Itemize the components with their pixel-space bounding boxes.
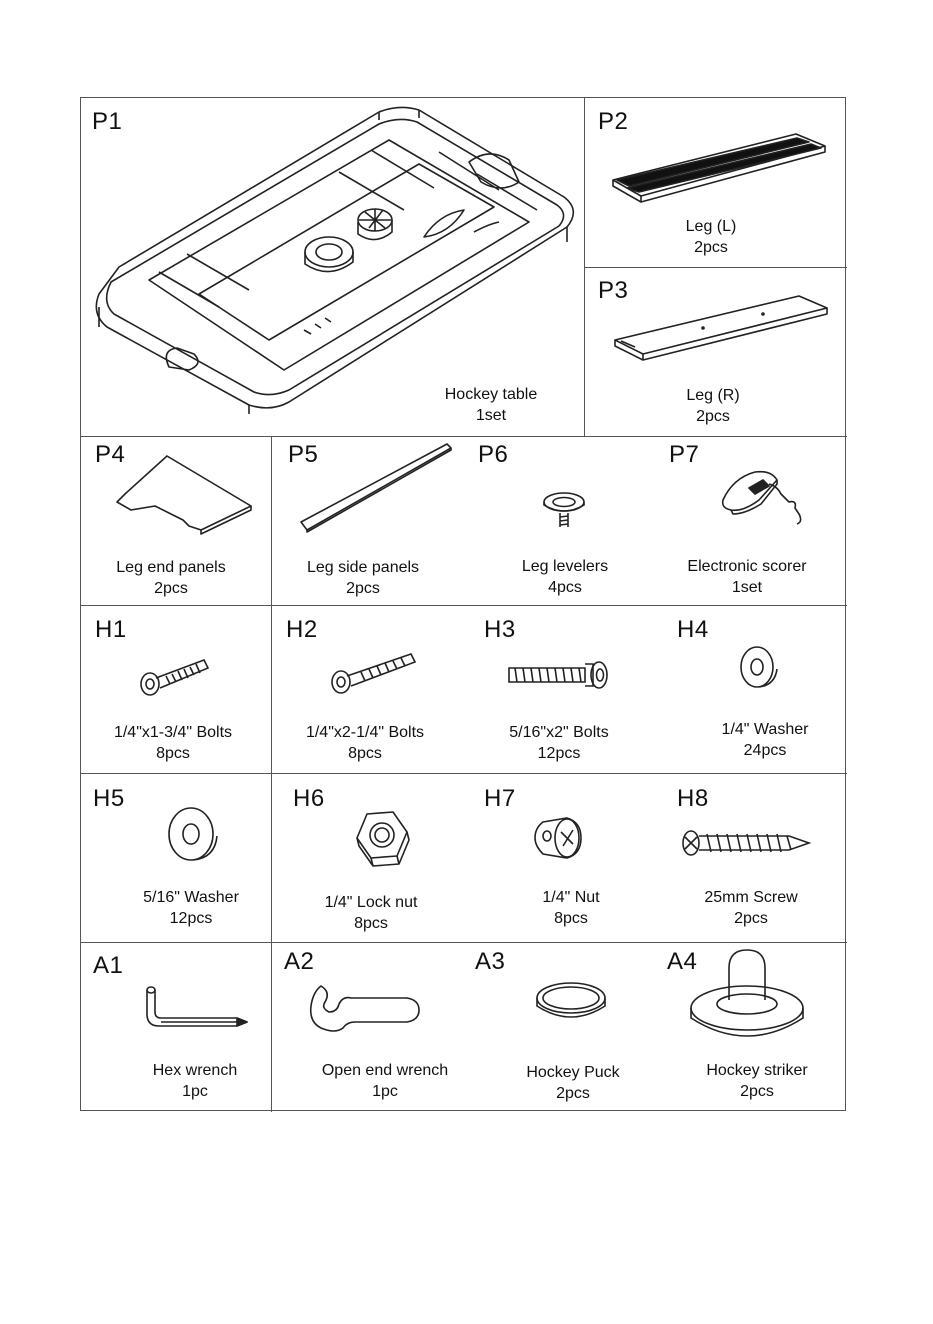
hardware-name: 5/16"x2" Bolts — [509, 724, 609, 741]
hardware-caption-h1 — [93, 722, 253, 764]
accessory-code-a1: A1 — [93, 952, 124, 979]
hardware-qty: 8pcs — [354, 915, 388, 932]
accessory-caption-a3 — [493, 1062, 653, 1104]
part-qty: 1set — [475, 407, 507, 424]
part-name: Leg (L) — [685, 218, 737, 235]
divider — [584, 267, 847, 268]
hardware-caption-h2 — [285, 722, 445, 764]
part-code-p3: P3 — [598, 277, 629, 304]
parts-list-sheet — [80, 97, 846, 1111]
hardware-code-h5: H5 — [93, 785, 125, 812]
accessory-name: Hockey striker — [706, 1062, 808, 1079]
hex-wrench-illustration — [141, 984, 253, 1034]
part-qty: 2pcs — [154, 580, 188, 597]
leg-right-illustration — [613, 294, 833, 364]
hardware-qty: 12pcs — [169, 910, 213, 927]
part-name: Leg end panels — [116, 559, 226, 576]
hardware-caption-h3 — [479, 722, 639, 764]
hockey-puck-illustration — [533, 980, 609, 1026]
hardware-qty: 2pcs — [734, 910, 768, 927]
screw-illustration — [679, 826, 815, 860]
hardware-code-h1: H1 — [95, 616, 127, 643]
lock-nut-illustration — [351, 810, 413, 870]
hardware-name: 1/4" Washer — [721, 721, 809, 738]
accessory-name: Hex wrench — [152, 1062, 238, 1079]
hardware-caption-h6 — [291, 892, 451, 934]
part-code-p2: P2 — [598, 108, 629, 135]
accessory-qty: 1pc — [182, 1083, 208, 1100]
hardware-name: 5/16" Washer — [143, 889, 239, 906]
bolt-5-16-illustration — [505, 654, 615, 696]
accessory-caption-a1 — [115, 1060, 275, 1102]
washer-1-4-illustration — [737, 643, 781, 693]
part-code-p1: P1 — [92, 108, 123, 135]
bolt-1-3-4-illustration — [136, 656, 210, 698]
accessory-code-a3: A3 — [475, 948, 506, 975]
hardware-caption-h7 — [491, 887, 651, 929]
accessory-caption-a4 — [677, 1060, 837, 1102]
washer-5-16-illustration — [165, 804, 221, 866]
hockey-table-illustration — [89, 102, 579, 412]
part-qty: 4pcs — [548, 579, 582, 596]
divider — [271, 436, 272, 1112]
hardware-caption-h4 — [685, 719, 845, 761]
hardware-name: 1/4" Lock nut — [324, 894, 418, 911]
part-caption-p7 — [667, 556, 827, 598]
hardware-qty: 8pcs — [348, 745, 382, 762]
hardware-code-h6: H6 — [293, 785, 325, 812]
divider — [81, 773, 847, 774]
part-name: Hockey table — [444, 386, 538, 403]
hardware-name: 1/4"x1-3/4" Bolts — [113, 724, 233, 741]
part-code-p6: P6 — [478, 441, 509, 468]
part-name: Leg side panels — [306, 559, 420, 576]
accessory-qty: 2pcs — [740, 1083, 774, 1100]
open-end-wrench-illustration — [307, 982, 423, 1034]
part-name: Leg levelers — [521, 558, 609, 575]
part-name: Leg (R) — [686, 387, 740, 404]
hardware-code-h3: H3 — [484, 616, 516, 643]
leg-end-panel-illustration — [113, 454, 257, 534]
part-caption-p6 — [485, 556, 645, 598]
divider — [81, 942, 847, 943]
hardware-name: 1/4"x2-1/4" Bolts — [305, 724, 425, 741]
nut-illustration — [533, 816, 587, 860]
divider — [81, 436, 847, 437]
electronic-scorer-illustration — [719, 470, 805, 528]
part-caption-p3 — [643, 385, 783, 427]
hockey-striker-illustration — [687, 946, 809, 1046]
hardware-qty: 12pcs — [537, 745, 581, 762]
accessory-qty: 2pcs — [556, 1085, 590, 1102]
leg-left-illustration — [611, 130, 831, 210]
accessory-code-a2: A2 — [284, 948, 315, 975]
hardware-qty: 8pcs — [156, 745, 190, 762]
accessory-name: Open end wrench — [321, 1062, 449, 1079]
accessory-qty: 1pc — [372, 1083, 398, 1100]
part-code-p5: P5 — [288, 441, 319, 468]
part-caption-p4 — [91, 557, 251, 599]
hardware-name: 1/4" Nut — [542, 889, 600, 906]
hardware-caption-h5 — [111, 887, 271, 929]
divider — [81, 605, 847, 606]
bolt-2-1-4-illustration — [327, 650, 417, 698]
hardware-code-h8: H8 — [677, 785, 709, 812]
part-qty: 1set — [731, 579, 763, 596]
part-code-p7: P7 — [669, 441, 700, 468]
hardware-name: 25mm Screw — [704, 889, 798, 906]
hardware-code-h4: H4 — [677, 616, 709, 643]
hardware-code-h2: H2 — [286, 616, 318, 643]
part-qty: 2pcs — [694, 239, 728, 256]
accessory-name: Hockey Puck — [526, 1064, 620, 1081]
leg-side-panel-illustration — [299, 442, 455, 534]
part-caption-p5 — [283, 557, 443, 599]
part-code-p4: P4 — [95, 441, 126, 468]
hardware-qty: 8pcs — [554, 910, 588, 927]
accessory-caption-a2 — [285, 1060, 485, 1102]
accessory-code-a4: A4 — [667, 948, 698, 975]
part-qty: 2pcs — [696, 408, 730, 425]
part-caption-p1 — [381, 384, 601, 426]
part-name: Electronic scorer — [687, 558, 807, 575]
part-caption-p2 — [641, 216, 781, 258]
hardware-qty: 24pcs — [743, 742, 787, 759]
hardware-caption-h8 — [671, 887, 831, 929]
hardware-code-h7: H7 — [484, 785, 516, 812]
part-qty: 2pcs — [346, 580, 380, 597]
leg-leveler-illustration — [539, 491, 589, 529]
